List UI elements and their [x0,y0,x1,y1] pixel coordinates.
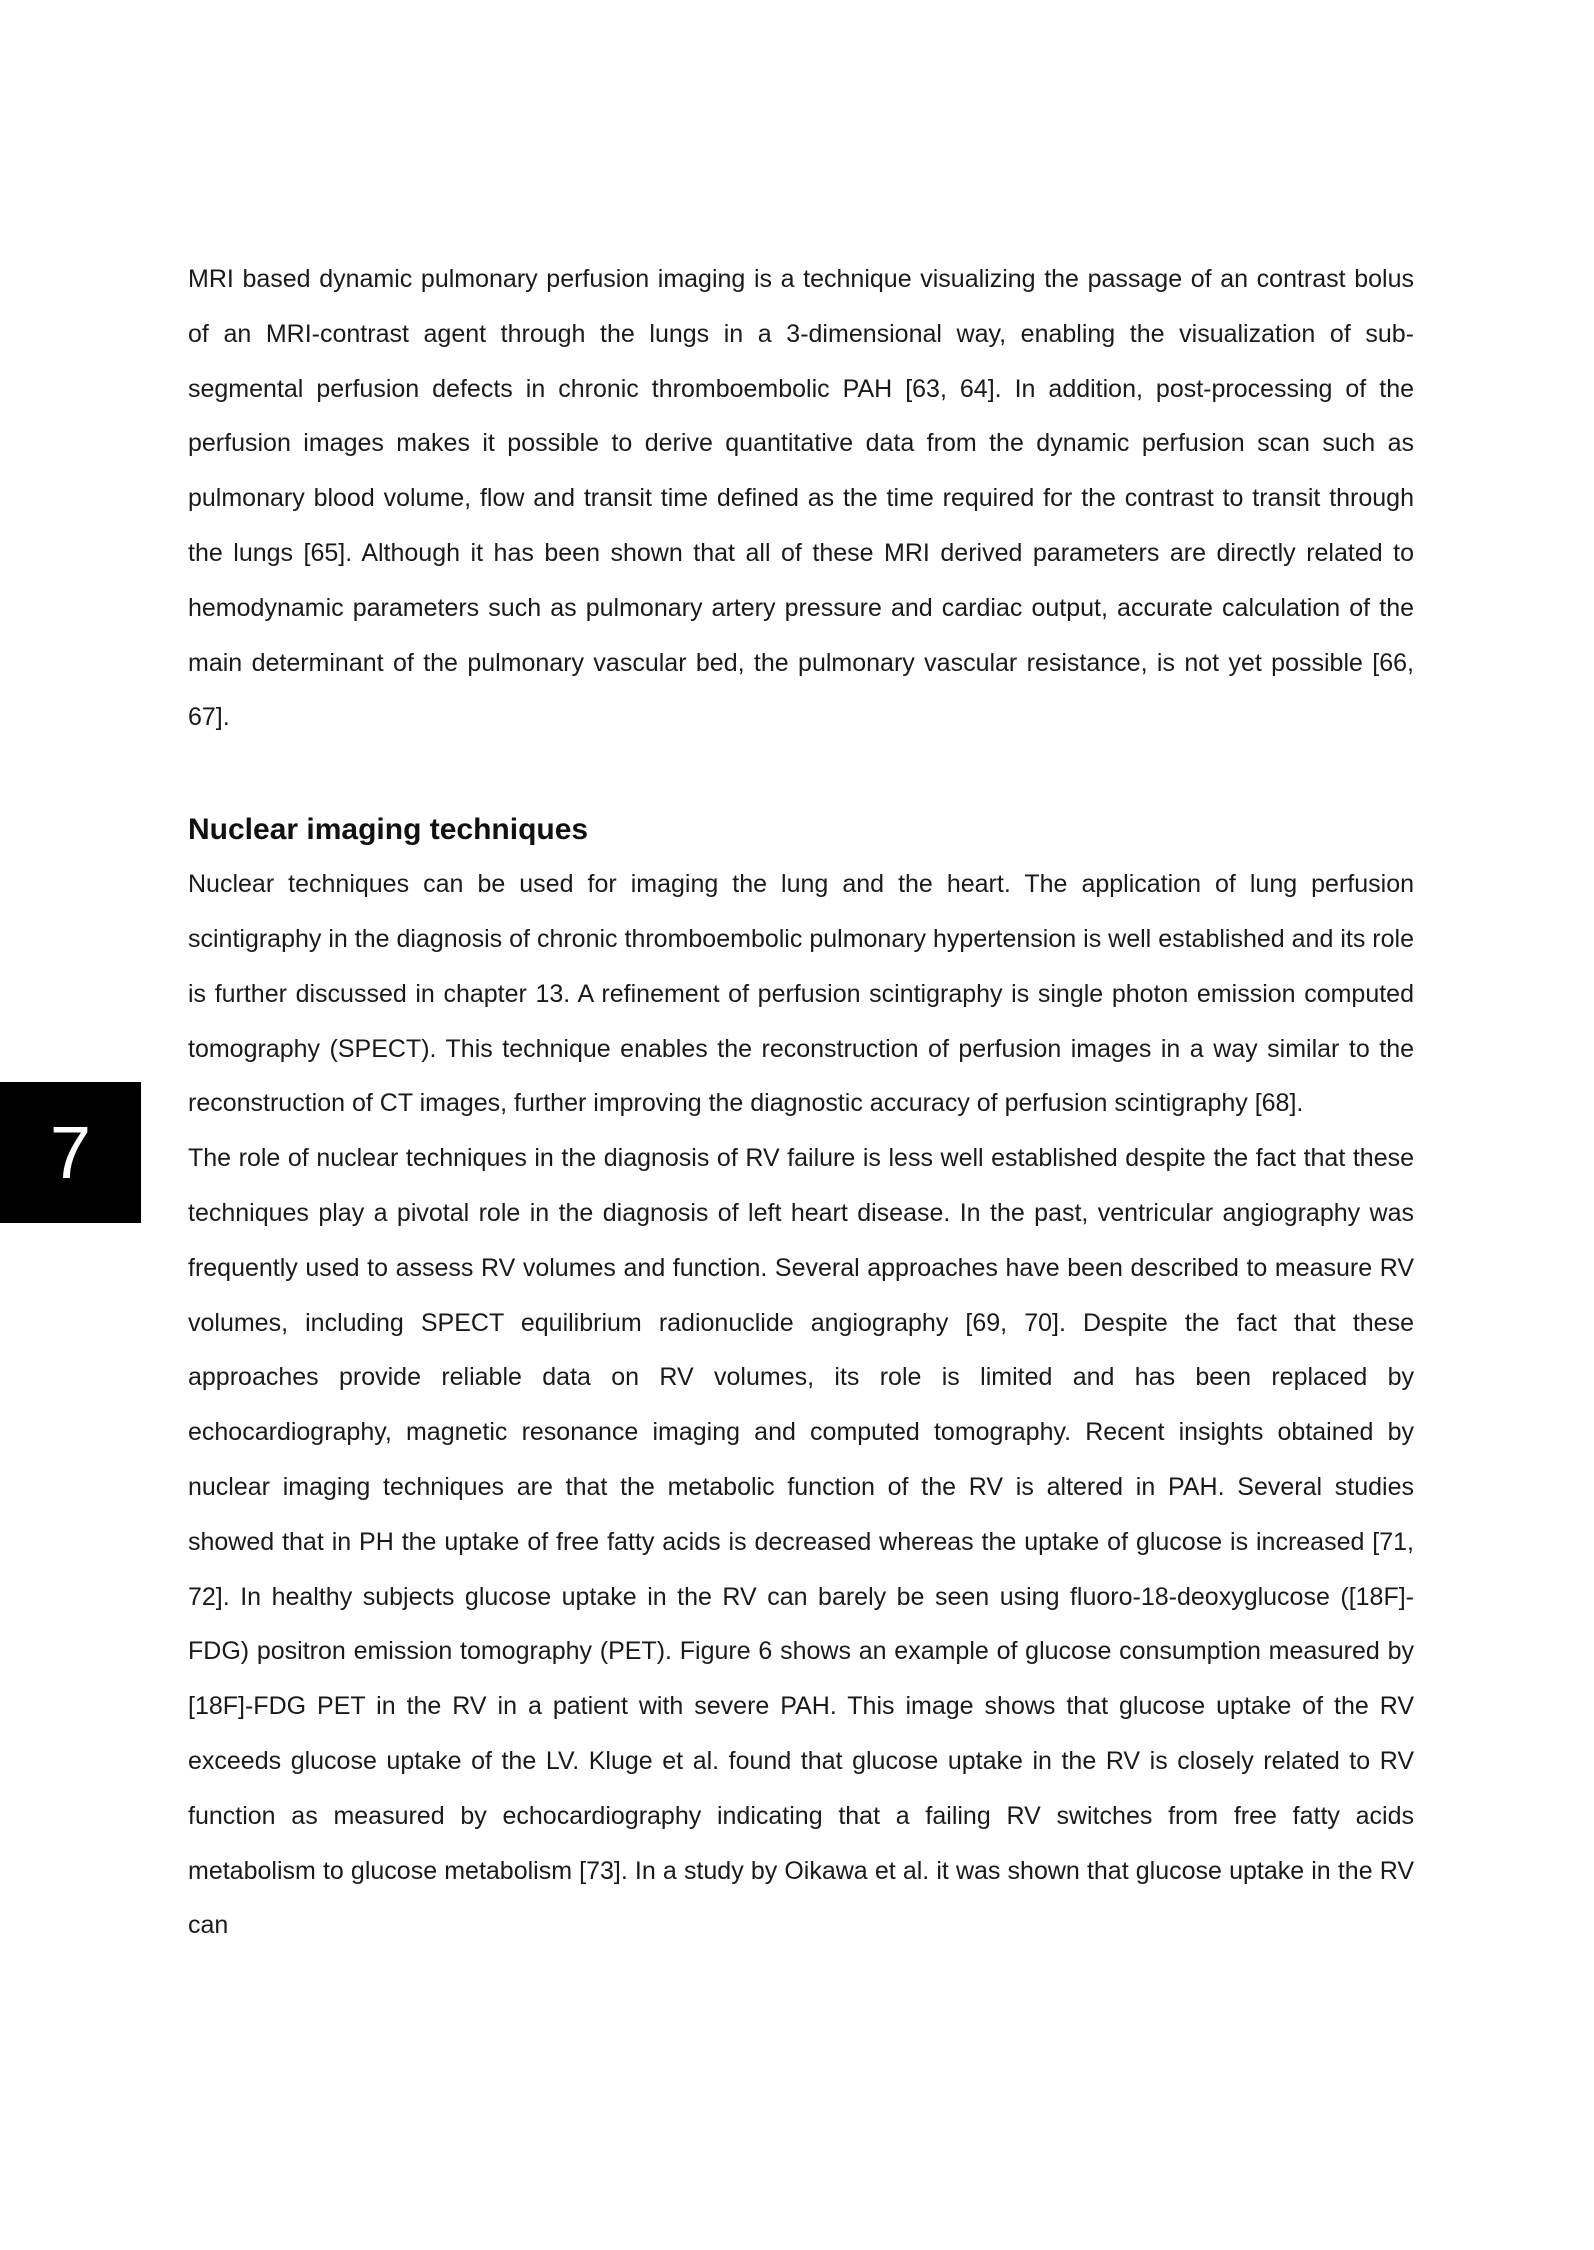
chapter-tab [0,1082,141,1223]
paragraph-nuclear-techniques: Nuclear techniques can be used for imaging the lung and the heart. The application of lung perfusion scintigraphy in the diagnosis of chronic thromboembolic pulmonary hypertension is well established and its role is further discussed in chapter 13. A refinement of perfusion scintigraphy is single photon emission computed tomography (SPECT). This technique enables the reconstruction of perfusion images in a way similar to the reconstruction of CT images, further improving the diagnostic accuracy of perfusion scintigraphy [68]. [188,870,1414,1118]
text-column [188,252,1414,1953]
paragraph-mri-perfusion: MRI based dynamic pulmonary perfusion imaging is a technique visualizing the passage of an contrast bolus of an MRI-contrast agent through the lungs in a 3-dimensional way, enabling the visualization of sub-segmental perfusion defects in chronic thromboembolic PAH [63, 64]. In addition, post-processing of the perfusion images makes it possible to derive quantitative data from the dynamic perfusion scan such as pulmonary blood volume, flow and transit time defined as the time required for the contrast to transit through the lungs [65]. Although it has been shown that all of these MRI derived parameters are directly related to hemodynamic parameters such as pulmonary artery pressure and cardiac output, accurate calculation of the main determinant of the pulmonary vascular bed, the pulmonary vascular resistance, is not yet possible [66, 67]. [188,265,1414,732]
chapter-number: 7 [49,1111,92,1194]
section-heading: Nuclear imaging techniques [188,813,589,847]
paragraph-rv-failure: The role of nuclear techniques in the diagnosis of RV failure is less well established despite the fact that these techniques play a pivotal role in the diagnosis of left heart disease. In the past, ventricular angiography was frequently used to assess RV volumes and function. Several approaches have been described to measure RV volumes, including SPECT equilibrium radionuclide angiography [69, 70]. Despite the fact that these approaches provide reliable data on RV volumes, its role is limited and has been replaced by echocardiography, magnetic resonance imaging and computed tomography. Recent insights obtained by nuclear imaging techniques are that the metabolic function of the RV is altered in PAH. Several studies showed that in PH the uptake of free fatty acids is decreased whereas the uptake of glucose is increased [71, 72]. In healthy subjects glucose uptake in the RV can barely be seen using fluoro-18-deoxyglucose ([18F]-FDG) positron emission tomography (PET). Figure 6 shows an example of glucose consumption measured by [18F]-FDG PET in the RV in a patient with severe PAH. This image shows that glucose uptake of the RV exceeds glucose uptake of the LV. Kluge et al. found that glucose uptake in the RV is closely related to RV function as measured by echocardiography indicating that a failing RV switches from free fatty acids metabolism to glucose metabolism [73]. In a study by Oikawa et al. it was shown that glucose uptake in the RV can [188,1144,1414,1940]
